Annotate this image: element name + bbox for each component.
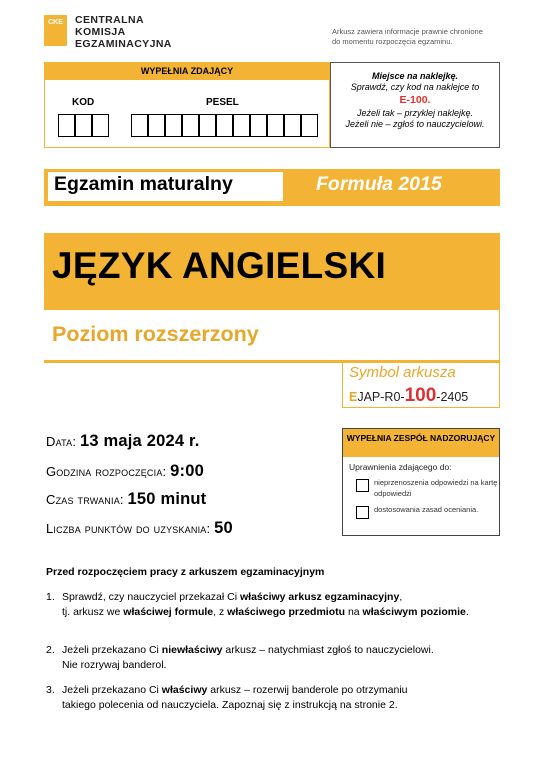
- pesel-cell[interactable]: [267, 114, 284, 137]
- duration-line: [46, 490, 206, 509]
- item-text: ,: [399, 591, 403, 603]
- item-text: arkusz – rozerwij banderole po otrzymaniu: [207, 684, 408, 696]
- item-number: 1.: [46, 591, 55, 603]
- start-line: [46, 462, 204, 481]
- org-name-line-2: KOMISJA: [75, 26, 126, 38]
- student-fill-title: WYPEŁNIA ZDAJĄCY: [140, 66, 234, 76]
- cke-logo: CKE: [44, 15, 67, 46]
- date-value: 13 maja 2024 r.: [79, 432, 200, 450]
- item-text: Jeżeli przekazano Ci: [62, 684, 162, 696]
- exam-title: Egzamin maturalny: [54, 173, 233, 195]
- item-text: Sprawdź, czy nauczyciel przekazał Ci: [62, 591, 240, 603]
- pesel-cell[interactable]: [182, 114, 199, 137]
- symbol-code: [349, 385, 468, 407]
- sticker-title: Miejsce na naklejkę.: [371, 71, 459, 81]
- item-text: tj. arkusz we: [62, 606, 124, 618]
- org-name-line-1: CENTRALNA: [75, 14, 144, 26]
- item-text: arkusz – natychmiast zgłoś to nauczycielowi.: [222, 644, 434, 656]
- date-line: [46, 432, 200, 451]
- option-checkbox-1[interactable]: [356, 479, 369, 492]
- duration-label: Czas trwania:: [46, 492, 124, 507]
- sticker-no-text: Jeżeli nie – zgłoś to nauczycielowi.: [345, 119, 485, 129]
- pesel-cell[interactable]: [131, 114, 148, 137]
- kod-label: KOD: [72, 97, 95, 108]
- symbol-number: 100: [404, 385, 437, 406]
- item-bold-text: właściwy arkusz egzaminacyjny: [239, 591, 400, 603]
- start-label: Godzina rozpoczęcia:: [46, 464, 167, 479]
- notice-line-1: Arkusz zawiera informacje prawnie chronione: [332, 27, 483, 36]
- item-bold-text: właściwego przedmiotu: [227, 606, 346, 618]
- points-value: 50: [214, 519, 233, 537]
- item-number: 3.: [46, 684, 55, 696]
- subject-title: JĘZYK ANGIELSKI: [52, 245, 387, 286]
- item-bold-text: niewłaściwy: [161, 644, 223, 656]
- item-text: Nie rozrywaj banderol.: [62, 659, 167, 671]
- option-label-1: nieprzenoszenia odpowiedzi na kartę odpowiedzi: [374, 478, 498, 498]
- exam-formula: Formuła 2015: [316, 173, 442, 195]
- item-text: na: [345, 606, 363, 618]
- instruction-item-3: [46, 683, 506, 713]
- item-text: takiego polecenia od nauczyciela. Zapoznaj się z instrukcją na stronie 2.: [62, 699, 398, 711]
- sticker-box: [330, 62, 500, 148]
- sticker-code: E-100.: [399, 94, 431, 106]
- date-label: Data:: [46, 434, 77, 449]
- option-checkbox-2[interactable]: [356, 506, 369, 519]
- item-text: , z: [213, 606, 228, 618]
- item-bold-text: właściwy: [161, 684, 208, 696]
- option-label-2: dostosowania zasad oceniania.: [374, 505, 479, 514]
- sticker-yes-text: Jeżeli tak – przyklej naklejkę.: [356, 108, 474, 118]
- instruction-item-2: [46, 643, 506, 673]
- kod-cell[interactable]: [75, 114, 92, 137]
- points-label: Liczba punktów do uzyskania:: [46, 521, 211, 536]
- pesel-cell[interactable]: [165, 114, 182, 137]
- legal-notice: [332, 27, 522, 47]
- item-bold-text: właściwym poziomie: [362, 606, 466, 618]
- pesel-label: PESEL: [206, 97, 239, 108]
- item-bold-text: właściwej formule: [123, 606, 214, 618]
- supervisor-label: Uprawnienia zdającego do:: [349, 462, 452, 472]
- item-text: .: [465, 606, 469, 618]
- pesel-cell[interactable]: [148, 114, 165, 137]
- supervisor-header: WYPEŁNIA ZESPÓŁ NADZORUJĄCY: [343, 429, 499, 457]
- symbol-label: Symbol arkusza: [349, 364, 456, 381]
- notice-line-2: do momentu rozpoczęcia egzaminu.: [332, 37, 453, 46]
- item-number: 2.: [46, 644, 55, 656]
- sticker-check-text: Sprawdź, czy kod na naklejce to: [350, 82, 480, 92]
- start-value: 9:00: [170, 462, 204, 480]
- symbol-mid: JAP-R0-: [357, 390, 405, 404]
- symbol-suffix: -2405: [436, 390, 469, 404]
- item-text: Jeżeli przekazano Ci: [62, 644, 162, 656]
- pesel-cell[interactable]: [301, 114, 318, 137]
- points-line: [46, 519, 233, 538]
- instructions-title: Przed rozpoczęciem pracy z arkuszem egzaminacyjnym: [46, 566, 325, 578]
- level-title: Poziom rozszerzony: [52, 322, 259, 346]
- pesel-cell[interactable]: [216, 114, 233, 137]
- kod-cell[interactable]: [92, 114, 109, 137]
- kod-cell[interactable]: [58, 114, 75, 137]
- instruction-item-1: [46, 590, 506, 620]
- pesel-cell[interactable]: [250, 114, 267, 137]
- symbol-prefix: E: [349, 390, 358, 404]
- org-name-line-3: EGZAMINACYJNA: [75, 38, 172, 50]
- duration-value: 150 minut: [127, 490, 207, 508]
- pesel-cell[interactable]: [233, 114, 250, 137]
- pesel-cell[interactable]: [284, 114, 301, 137]
- pesel-cell[interactable]: [199, 114, 216, 137]
